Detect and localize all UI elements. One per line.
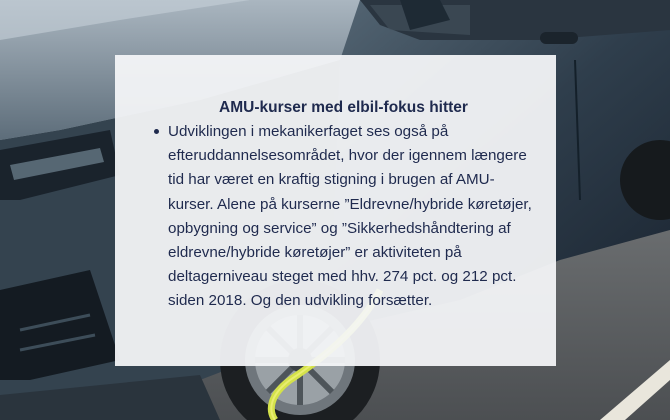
- bullet-list: [154, 120, 532, 314]
- bullet-text: Udviklingen i mekanikerfaget ses også på efteruddannelsesområdet, hvor der igennem længere tid har været en kraftig stigning i brugen af AMU-kurser. Alene på kurserne ”Eldrevne/hybride køretøjer, opbygning og service” og ”Sikkerhedshåndtering af eldrevne/hybride køretøjer” er aktiviteten på deltagerniveau steget med hhv. 274 pct. og 212 pct. siden 2018. Og den udvikling forsætter.: [168, 123, 532, 310]
- text-card: [115, 55, 556, 366]
- bullet-dot-icon: [154, 129, 159, 134]
- card-heading: AMU-kurser med elbil-fokus hitter: [219, 99, 468, 116]
- bullet-item: [168, 120, 532, 314]
